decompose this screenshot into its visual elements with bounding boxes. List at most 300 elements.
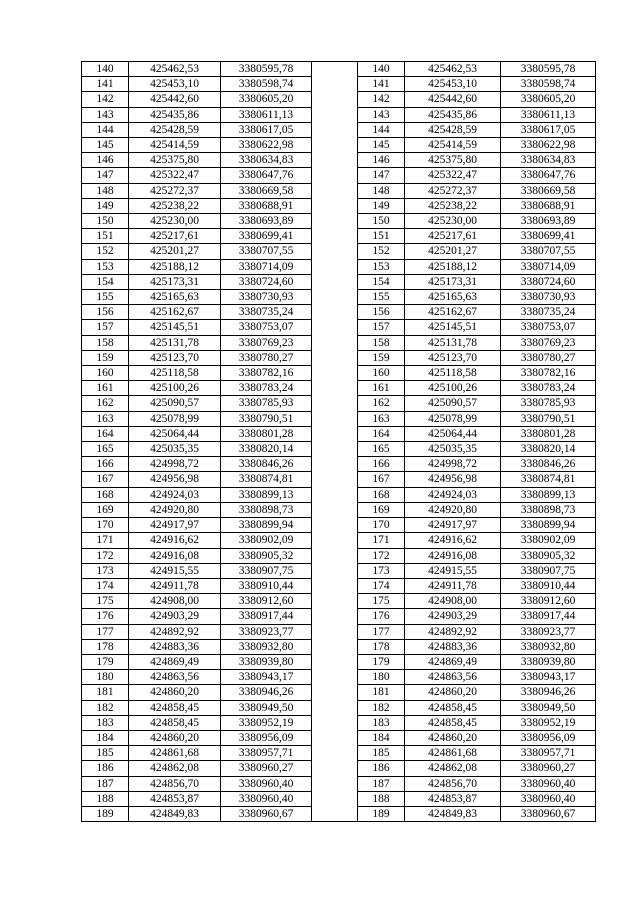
left-y-coordinate-cell: 3380647,76 [221,168,312,183]
empty-gap-cell [312,305,358,320]
left-y-coordinate-cell: 3380956,09 [221,730,312,745]
left-x-coordinate-cell: 424892,92 [129,624,221,639]
left-y-coordinate-cell: 3380730,93 [221,290,312,305]
left-x-coordinate-cell: 424869,49 [129,654,221,669]
left-point-number-cell: 149 [82,198,129,213]
left-x-coordinate-cell: 424998,72 [129,457,221,472]
right-y-coordinate-cell: 3380622,98 [501,138,596,153]
right-y-coordinate-cell: 3380730,93 [501,290,596,305]
right-y-coordinate-cell: 3380898,73 [501,502,596,517]
left-x-coordinate-cell: 424916,08 [129,548,221,563]
right-point-number-cell: 150 [358,214,405,229]
left-y-coordinate-cell: 3380899,13 [221,487,312,502]
left-y-coordinate-cell: 3380910,44 [221,578,312,593]
left-x-coordinate-cell: 425453,10 [129,77,221,92]
table-row [82,518,596,533]
table-row [82,457,596,472]
empty-gap-cell [312,730,358,745]
left-x-coordinate-cell: 424911,78 [129,578,221,593]
empty-gap-cell [312,229,358,244]
left-point-number-cell: 170 [82,518,129,533]
empty-gap-cell [312,639,358,654]
empty-gap-cell [312,381,358,396]
right-y-coordinate-cell: 3380611,13 [501,107,596,122]
empty-gap-cell [312,320,358,335]
right-y-coordinate-cell: 3380956,09 [501,730,596,745]
left-point-number-cell: 171 [82,533,129,548]
left-x-coordinate-cell: 425201,27 [129,244,221,259]
left-y-coordinate-cell: 3380917,44 [221,609,312,624]
right-x-coordinate-cell: 424858,45 [405,715,501,730]
left-y-coordinate-cell: 3380907,75 [221,563,312,578]
table-row [82,654,596,669]
right-point-number-cell: 141 [358,77,405,92]
table-row [82,62,596,77]
table-row [82,214,596,229]
table-row [82,77,596,92]
left-y-coordinate-cell: 3380960,67 [221,806,312,821]
right-y-coordinate-cell: 3380595,78 [501,62,596,77]
right-x-coordinate-cell: 425453,10 [405,77,501,92]
left-y-coordinate-cell: 3380782,16 [221,366,312,381]
right-y-coordinate-cell: 3380801,28 [501,426,596,441]
table-row [82,594,596,609]
left-y-coordinate-cell: 3380912,60 [221,594,312,609]
empty-gap-cell [312,518,358,533]
left-point-number-cell: 155 [82,290,129,305]
right-point-number-cell: 186 [358,761,405,776]
left-x-coordinate-cell: 425064,44 [129,426,221,441]
left-point-number-cell: 143 [82,107,129,122]
left-point-number-cell: 186 [82,761,129,776]
right-x-coordinate-cell: 425322,47 [405,168,501,183]
right-y-coordinate-cell: 3380790,51 [501,411,596,426]
left-x-coordinate-cell: 424920,80 [129,502,221,517]
right-y-coordinate-cell: 3380735,24 [501,305,596,320]
table-row [82,183,596,198]
right-point-number-cell: 144 [358,122,405,137]
left-x-coordinate-cell: 425162,67 [129,305,221,320]
right-point-number-cell: 153 [358,259,405,274]
right-x-coordinate-cell: 425188,12 [405,259,501,274]
empty-gap-cell [312,533,358,548]
empty-gap-cell [312,776,358,791]
empty-gap-cell [312,396,358,411]
right-point-number-cell: 156 [358,305,405,320]
right-y-coordinate-cell: 3380912,60 [501,594,596,609]
left-point-number-cell: 184 [82,730,129,745]
left-x-coordinate-cell: 425442,60 [129,92,221,107]
right-x-coordinate-cell: 424920,80 [405,502,501,517]
left-point-number-cell: 188 [82,791,129,806]
right-point-number-cell: 160 [358,366,405,381]
left-x-coordinate-cell: 424860,20 [129,730,221,745]
right-x-coordinate-cell: 424863,56 [405,670,501,685]
left-point-number-cell: 165 [82,442,129,457]
right-y-coordinate-cell: 3380910,44 [501,578,596,593]
left-point-number-cell: 178 [82,639,129,654]
right-y-coordinate-cell: 3380647,76 [501,168,596,183]
left-x-coordinate-cell: 425123,70 [129,350,221,365]
right-x-coordinate-cell: 424862,08 [405,761,501,776]
left-y-coordinate-cell: 3380724,60 [221,274,312,289]
left-point-number-cell: 145 [82,138,129,153]
empty-gap-cell [312,168,358,183]
left-y-coordinate-cell: 3380785,93 [221,396,312,411]
left-x-coordinate-cell: 424883,36 [129,639,221,654]
left-y-coordinate-cell: 3380902,09 [221,533,312,548]
right-x-coordinate-cell: 425123,70 [405,350,501,365]
right-point-number-cell: 152 [358,244,405,259]
left-point-number-cell: 152 [82,244,129,259]
left-y-coordinate-cell: 3380932,80 [221,639,312,654]
right-point-number-cell: 169 [358,502,405,517]
left-point-number-cell: 166 [82,457,129,472]
empty-gap-cell [312,107,358,122]
left-point-number-cell: 173 [82,563,129,578]
table-row [82,122,596,137]
right-point-number-cell: 175 [358,594,405,609]
left-y-coordinate-cell: 3380801,28 [221,426,312,441]
left-x-coordinate-cell: 425272,37 [129,183,221,198]
left-point-number-cell: 164 [82,426,129,441]
empty-gap-cell [312,700,358,715]
empty-gap-cell [312,411,358,426]
left-x-coordinate-cell: 424924,03 [129,487,221,502]
left-y-coordinate-cell: 3380846,26 [221,457,312,472]
right-x-coordinate-cell: 424916,62 [405,533,501,548]
table-row [82,396,596,411]
table-row [82,700,596,715]
left-x-coordinate-cell: 425428,59 [129,122,221,137]
table-row [82,670,596,685]
right-y-coordinate-cell: 3380753,07 [501,320,596,335]
right-point-number-cell: 167 [358,472,405,487]
empty-gap-cell [312,153,358,168]
left-x-coordinate-cell: 425118,58 [129,366,221,381]
left-point-number-cell: 174 [82,578,129,593]
right-y-coordinate-cell: 3380949,50 [501,700,596,715]
table-row [82,411,596,426]
empty-gap-cell [312,62,358,77]
left-x-coordinate-cell: 425131,78 [129,335,221,350]
right-y-coordinate-cell: 3380785,93 [501,396,596,411]
table-row [82,244,596,259]
table-row [82,107,596,122]
left-y-coordinate-cell: 3380783,24 [221,381,312,396]
table-row [82,138,596,153]
right-x-coordinate-cell: 424858,45 [405,700,501,715]
table-row [82,609,596,624]
right-point-number-cell: 158 [358,335,405,350]
coordinate-table [81,61,596,822]
right-point-number-cell: 155 [358,290,405,305]
right-y-coordinate-cell: 3380846,26 [501,457,596,472]
left-y-coordinate-cell: 3380939,80 [221,654,312,669]
right-point-number-cell: 149 [358,198,405,213]
right-y-coordinate-cell: 3380932,80 [501,639,596,654]
right-y-coordinate-cell: 3380874,81 [501,472,596,487]
right-x-coordinate-cell: 424883,36 [405,639,501,654]
left-y-coordinate-cell: 3380693,89 [221,214,312,229]
left-point-number-cell: 176 [82,609,129,624]
left-point-number-cell: 177 [82,624,129,639]
empty-gap-cell [312,548,358,563]
right-point-number-cell: 157 [358,320,405,335]
right-point-number-cell: 162 [358,396,405,411]
table-row [82,259,596,274]
right-x-coordinate-cell: 425035,35 [405,442,501,457]
left-x-coordinate-cell: 424917,97 [129,518,221,533]
right-point-number-cell: 168 [358,487,405,502]
coordinate-table-body [82,62,596,822]
right-x-coordinate-cell: 424908,00 [405,594,501,609]
left-y-coordinate-cell: 3380952,19 [221,715,312,730]
right-x-coordinate-cell: 425078,99 [405,411,501,426]
right-y-coordinate-cell: 3380699,41 [501,229,596,244]
empty-gap-cell [312,183,358,198]
left-y-coordinate-cell: 3380688,91 [221,198,312,213]
left-x-coordinate-cell: 425090,57 [129,396,221,411]
right-y-coordinate-cell: 3380939,80 [501,654,596,669]
right-point-number-cell: 161 [358,381,405,396]
left-point-number-cell: 182 [82,700,129,715]
right-y-coordinate-cell: 3380724,60 [501,274,596,289]
table-row [82,533,596,548]
right-y-coordinate-cell: 3380943,17 [501,670,596,685]
empty-gap-cell [312,472,358,487]
right-y-coordinate-cell: 3380952,19 [501,715,596,730]
table-row [82,548,596,563]
right-point-number-cell: 151 [358,229,405,244]
left-y-coordinate-cell: 3380943,17 [221,670,312,685]
empty-gap-cell [312,214,358,229]
left-x-coordinate-cell: 425078,99 [129,411,221,426]
table-row [82,472,596,487]
left-x-coordinate-cell: 424858,45 [129,700,221,715]
empty-gap-cell [312,624,358,639]
right-x-coordinate-cell: 425090,57 [405,396,501,411]
table-row [82,639,596,654]
left-y-coordinate-cell: 3380905,32 [221,548,312,563]
right-point-number-cell: 166 [358,457,405,472]
empty-gap-cell [312,746,358,761]
table-row [82,776,596,791]
table-row [82,198,596,213]
right-point-number-cell: 148 [358,183,405,198]
empty-gap-cell [312,609,358,624]
empty-gap-cell [312,563,358,578]
right-y-coordinate-cell: 3380957,71 [501,746,596,761]
empty-gap-cell [312,259,358,274]
left-x-coordinate-cell: 425165,63 [129,290,221,305]
left-point-number-cell: 175 [82,594,129,609]
table-row [82,229,596,244]
right-y-coordinate-cell: 3380707,55 [501,244,596,259]
left-point-number-cell: 144 [82,122,129,137]
right-x-coordinate-cell: 424860,20 [405,685,501,700]
table-row [82,305,596,320]
table-row [82,290,596,305]
left-point-number-cell: 156 [82,305,129,320]
empty-gap-cell [312,366,358,381]
table-row [82,335,596,350]
right-y-coordinate-cell: 3380905,32 [501,548,596,563]
left-point-number-cell: 141 [82,77,129,92]
right-x-coordinate-cell: 425118,58 [405,366,501,381]
left-x-coordinate-cell: 424853,87 [129,791,221,806]
table-row [82,168,596,183]
right-point-number-cell: 164 [358,426,405,441]
right-point-number-cell: 181 [358,685,405,700]
right-point-number-cell: 173 [358,563,405,578]
right-y-coordinate-cell: 3380634,83 [501,153,596,168]
left-x-coordinate-cell: 424856,70 [129,776,221,791]
table-row [82,624,596,639]
left-y-coordinate-cell: 3380960,40 [221,776,312,791]
empty-gap-cell [312,654,358,669]
right-x-coordinate-cell: 425100,26 [405,381,501,396]
table-row [82,578,596,593]
table-row [82,715,596,730]
left-x-coordinate-cell: 425035,35 [129,442,221,457]
left-y-coordinate-cell: 3380899,94 [221,518,312,533]
right-x-coordinate-cell: 424916,08 [405,548,501,563]
right-x-coordinate-cell: 425375,80 [405,153,501,168]
left-x-coordinate-cell: 424862,08 [129,761,221,776]
right-x-coordinate-cell: 425145,51 [405,320,501,335]
empty-gap-cell [312,426,358,441]
left-point-number-cell: 163 [82,411,129,426]
left-point-number-cell: 148 [82,183,129,198]
left-point-number-cell: 157 [82,320,129,335]
empty-gap-cell [312,715,358,730]
right-x-coordinate-cell: 424903,29 [405,609,501,624]
left-y-coordinate-cell: 3380707,55 [221,244,312,259]
right-y-coordinate-cell: 3380907,75 [501,563,596,578]
right-y-coordinate-cell: 3380780,27 [501,350,596,365]
right-point-number-cell: 187 [358,776,405,791]
left-x-coordinate-cell: 425462,53 [129,62,221,77]
right-y-coordinate-cell: 3380598,74 [501,77,596,92]
table-row [82,426,596,441]
right-point-number-cell: 185 [358,746,405,761]
right-point-number-cell: 159 [358,350,405,365]
left-y-coordinate-cell: 3380611,13 [221,107,312,122]
table-row [82,442,596,457]
right-x-coordinate-cell: 425462,53 [405,62,501,77]
right-x-coordinate-cell: 424849,83 [405,806,501,821]
left-x-coordinate-cell: 424903,29 [129,609,221,624]
left-y-coordinate-cell: 3380769,23 [221,335,312,350]
empty-gap-cell [312,274,358,289]
right-x-coordinate-cell: 425165,63 [405,290,501,305]
empty-gap-cell [312,122,358,137]
right-x-coordinate-cell: 424924,03 [405,487,501,502]
right-x-coordinate-cell: 424917,97 [405,518,501,533]
right-point-number-cell: 179 [358,654,405,669]
left-y-coordinate-cell: 3380669,58 [221,183,312,198]
table-row [82,563,596,578]
left-x-coordinate-cell: 425435,86 [129,107,221,122]
empty-gap-cell [312,335,358,350]
left-x-coordinate-cell: 424908,00 [129,594,221,609]
right-x-coordinate-cell: 425414,59 [405,138,501,153]
right-point-number-cell: 171 [358,533,405,548]
right-y-coordinate-cell: 3380783,24 [501,381,596,396]
table-row [82,746,596,761]
empty-gap-cell [312,457,358,472]
right-x-coordinate-cell: 424869,49 [405,654,501,669]
left-point-number-cell: 147 [82,168,129,183]
left-point-number-cell: 162 [82,396,129,411]
table-row [82,92,596,107]
left-y-coordinate-cell: 3380714,09 [221,259,312,274]
right-x-coordinate-cell: 425238,22 [405,198,501,213]
left-x-coordinate-cell: 425100,26 [129,381,221,396]
empty-gap-cell [312,198,358,213]
table-row [82,381,596,396]
left-y-coordinate-cell: 3380923,77 [221,624,312,639]
empty-gap-cell [312,578,358,593]
right-x-coordinate-cell: 424915,55 [405,563,501,578]
left-y-coordinate-cell: 3380595,78 [221,62,312,77]
right-point-number-cell: 188 [358,791,405,806]
left-point-number-cell: 161 [82,381,129,396]
right-point-number-cell: 180 [358,670,405,685]
empty-gap-cell [312,487,358,502]
right-x-coordinate-cell: 424860,20 [405,730,501,745]
left-x-coordinate-cell: 425173,31 [129,274,221,289]
table-row [82,730,596,745]
right-y-coordinate-cell: 3380617,05 [501,122,596,137]
empty-gap-cell [312,138,358,153]
right-y-coordinate-cell: 3380960,27 [501,761,596,776]
right-point-number-cell: 163 [358,411,405,426]
right-x-coordinate-cell: 424853,87 [405,791,501,806]
left-x-coordinate-cell: 425322,47 [129,168,221,183]
left-y-coordinate-cell: 3380634,83 [221,153,312,168]
right-y-coordinate-cell: 3380946,26 [501,685,596,700]
empty-gap-cell [312,77,358,92]
right-y-coordinate-cell: 3380714,09 [501,259,596,274]
right-y-coordinate-cell: 3380960,40 [501,791,596,806]
left-point-number-cell: 168 [82,487,129,502]
left-point-number-cell: 159 [82,350,129,365]
left-x-coordinate-cell: 424861,68 [129,746,221,761]
left-point-number-cell: 187 [82,776,129,791]
right-y-coordinate-cell: 3380899,13 [501,487,596,502]
right-point-number-cell: 189 [358,806,405,821]
left-point-number-cell: 158 [82,335,129,350]
right-point-number-cell: 145 [358,138,405,153]
right-point-number-cell: 178 [358,639,405,654]
right-x-coordinate-cell: 424911,78 [405,578,501,593]
left-y-coordinate-cell: 3380605,20 [221,92,312,107]
empty-gap-cell [312,92,358,107]
left-point-number-cell: 151 [82,229,129,244]
left-point-number-cell: 150 [82,214,129,229]
left-x-coordinate-cell: 425188,12 [129,259,221,274]
right-y-coordinate-cell: 3380669,58 [501,183,596,198]
right-y-coordinate-cell: 3380923,77 [501,624,596,639]
right-x-coordinate-cell: 425230,00 [405,214,501,229]
empty-gap-cell [312,244,358,259]
empty-gap-cell [312,502,358,517]
empty-gap-cell [312,442,358,457]
right-x-coordinate-cell: 424892,92 [405,624,501,639]
right-point-number-cell: 165 [358,442,405,457]
